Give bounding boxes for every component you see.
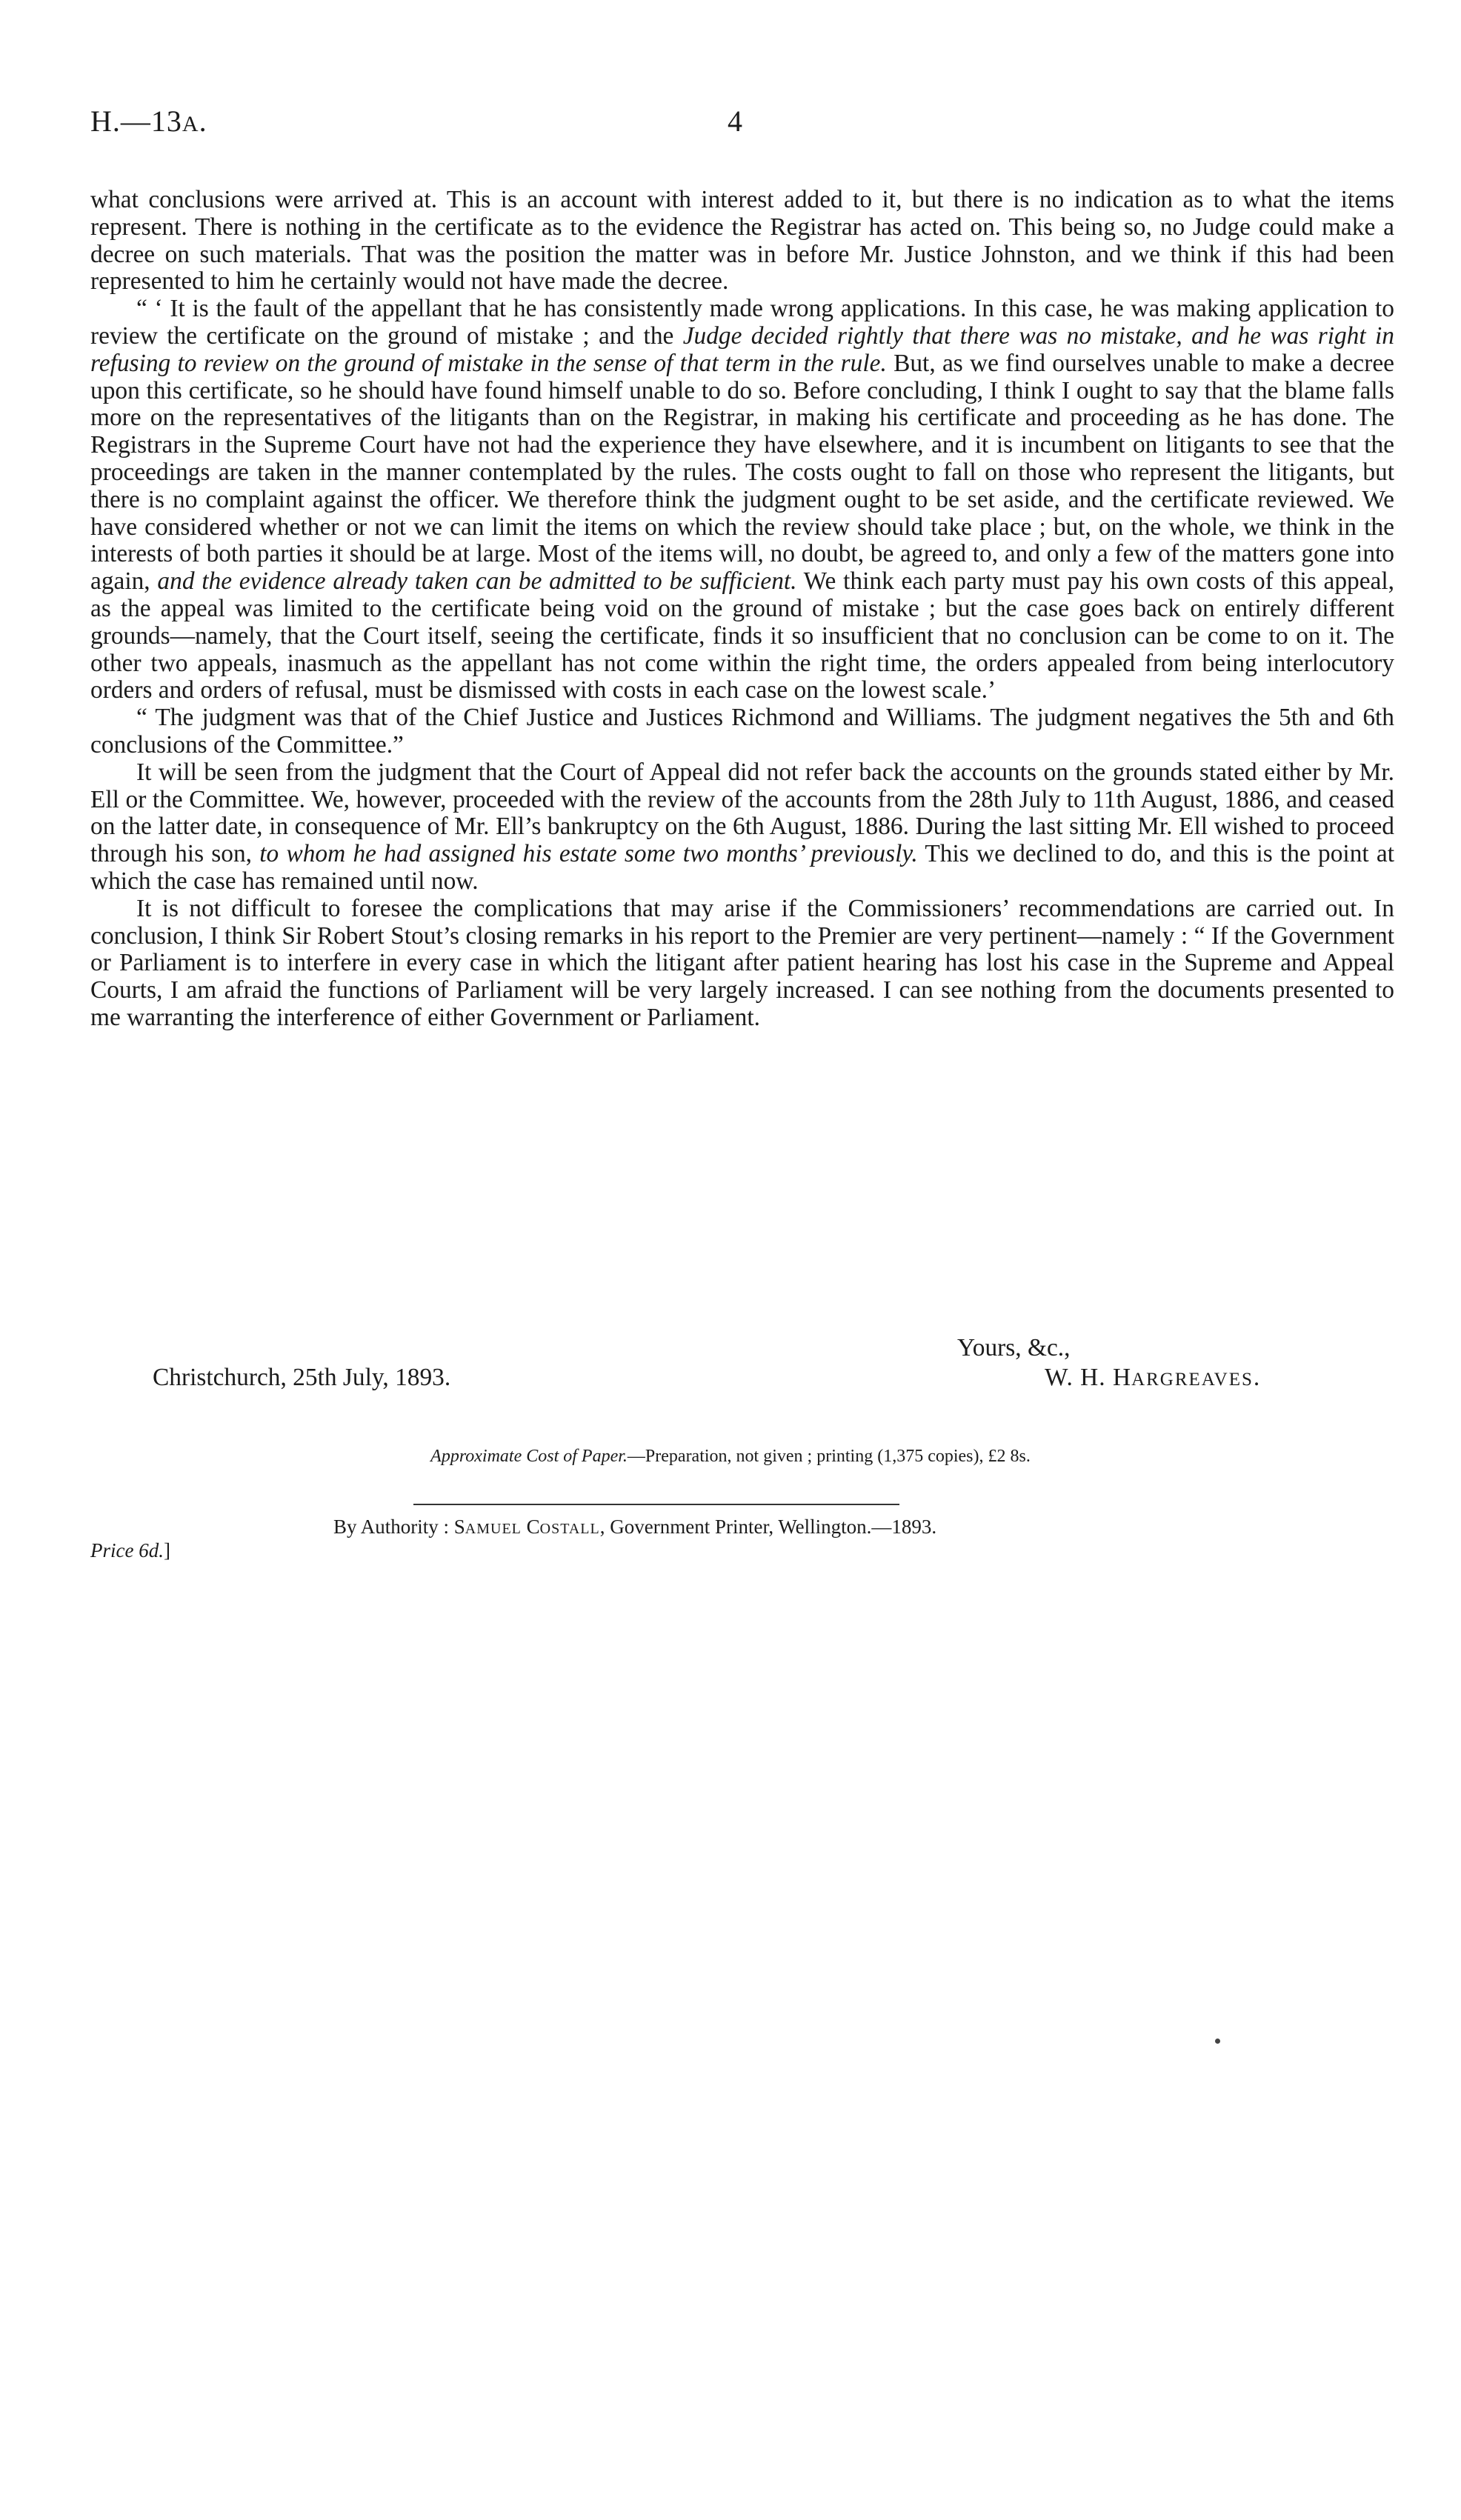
paragraph-1: [90, 187, 1394, 296]
page-number: 4: [728, 104, 742, 138]
paper-reference: H.—13A.: [90, 104, 207, 138]
text-run: “ The judgment was that of the Chief Justice and Justices Richmond and Williams. The judgment negatives the 5th and 6th conclusions of the Committee.”: [90, 704, 1394, 759]
valediction: Yours, &c.,: [957, 1334, 1071, 1361]
text-run: It will be seen from the judgment that the Court of Appeal did not refer back the accounts on the grounds stated either by Mr. Ell or the Committee. We, however, proceeded with the review of the accounts from the 28th July to 11th August, 1886, and ceased on the latter date, in consequence of Mr. Ell’s bankruptcy on the 6th August, 1886. During the last sitting Mr. Ell wished to proceed through his son,: [90, 758, 1394, 868]
text-run: what conclusions were arrived at. This is an account with interest added to it, but there is no indication as to what the items represent. There is nothing in the certificate as to the evidence the Registrar has acted on. This being so, no Judge could make a decree on such materials. That was the position the matter was in before Mr. Justice Johnston, and we think if this had been represented to him he certainly would not have made the decree.: [90, 186, 1394, 296]
place-and-date: Christchurch, 25th July, 1893.: [153, 1364, 451, 1391]
paper-reference-suffix: A: [182, 112, 199, 136]
signatory-name: W. H. HARGREAVES.: [1045, 1364, 1261, 1391]
cost-text: —Preparation, not given ; printing (1,375 copies), £2 8s.: [627, 1447, 1031, 1466]
price: Price 6d.]: [90, 1539, 170, 1561]
paper-reference-main: H.—13: [90, 104, 182, 138]
text-run: This we declined to do, and this is the point at which the case has remained until now.: [90, 840, 1395, 895]
cost-label: Approximate Cost of Paper.: [430, 1447, 628, 1466]
italic-run: to whom he had assigned his estate some two months’ previously.: [259, 840, 918, 868]
text-run: It is not difficult to foresee the complications that may arise if the Commissioners’ recommendations are carried out. In conclusion, I think Sir Robert Stout’s closing remarks in his report to the Premier are very pertinent—namely : “ If the Government or Parliament is to interfere in every case in which the litigant after patient hearing has lost his case in the Supreme and Appeal Courts, I am afraid the functions of Parliament will be very largely increased. I can see nothing from the documents presented to me warranting the interference of either Government or Parliament.: [90, 894, 1394, 1031]
text-run: We think each party must pay his own costs of this appeal, as the appeal was limited to the certificate being void on the ground of mistake ; but the case goes back on entirely different grounds—namely, that the Court itself, seeing the certificate, finds it so insufficient that no conclusion can be come to on it. The other two appeals, inasmuch as the appellant has not come within the right time, the orders appealed from being interlocutory orders and orders of refusal, must be dismissed with costs in each case on the lowest scale.’: [90, 567, 1395, 704]
italic-run: and the evidence already taken can be admitted to be sufficient.: [157, 567, 797, 596]
paragraph-2: [90, 296, 1394, 704]
letter-body: [90, 187, 1394, 1032]
footer-divider: [413, 1504, 899, 1505]
paragraph-3: [90, 704, 1394, 759]
italic-run: Judge decided rightly that there was no mistake, and he was right in refusing to review on the ground of mistake in the sense of that term in the rule.: [90, 321, 1394, 377]
printer-authority: By Authority : SAMUEL COSTALL, Government Printer, Wellington.—1893.: [333, 1516, 937, 1538]
cost-of-paper: [0, 1447, 1461, 1467]
ink-speck: [1215, 2039, 1220, 2044]
page-header: [90, 104, 1394, 148]
paragraph-4: [90, 759, 1394, 896]
paragraph-5: [90, 896, 1394, 1032]
text-run: “ ‘ It is the fault of the appellant that he has consistently made wrong applications. In this case, he was making application to review the certificate on the ground of mistake ; and the: [90, 295, 1394, 350]
text-run: But, as we find ourselves unable to make a decree upon this certificate, so he should have found himself unable to do so. Before concluding, I think I ought to say that the blame falls more on the representatives of the litigants than on the Registrar, in making his certificate and proceeding as he has done. The Registrars in the Supreme Court have not had the experience they have elsewhere, and it is incumbent on litigants to see that the proceedings are taken in the manner contemplated by the rules. The costs ought to fall on those who represent the litigants, but there is no complaint against the officer. We therefore think the judgment ought to be set aside, and the certificate reviewed. We have considered whether or not we can limit the items on which the review should take place ; but, on the whole, we think in the interests of both parties it should be at large. Most of the items will, no doubt, be agreed to, and only a few of the matters gone into again,: [90, 349, 1394, 596]
